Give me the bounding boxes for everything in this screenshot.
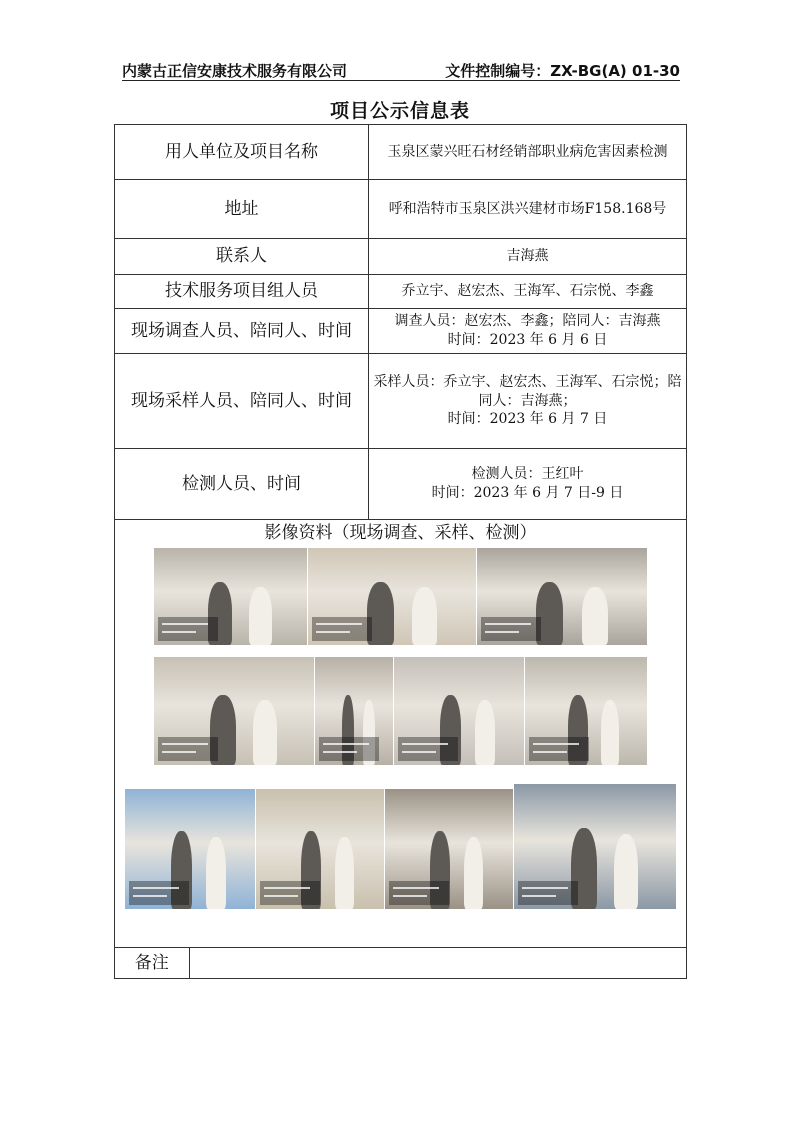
survey-photo-2 bbox=[308, 548, 476, 645]
photo-gallery bbox=[115, 546, 686, 946]
person-figure bbox=[253, 700, 277, 765]
table-row bbox=[115, 239, 687, 275]
image-section bbox=[115, 520, 687, 948]
sampling-photo-3 bbox=[394, 657, 524, 765]
unit-label: 用人单位及项目名称 bbox=[115, 125, 369, 180]
contact-value: 吉海燕 bbox=[369, 239, 687, 275]
contact-label: 联系人 bbox=[115, 239, 369, 275]
person-figure bbox=[206, 837, 226, 909]
watermark-stamp bbox=[518, 881, 578, 905]
watermark-stamp bbox=[129, 881, 189, 905]
watermark-stamp bbox=[319, 737, 379, 761]
testing-photo-1 bbox=[125, 789, 255, 909]
sampling-date: 时间：2023 年 6 月 7 日 bbox=[447, 411, 608, 428]
table-row bbox=[115, 520, 687, 948]
testing-photo-3 bbox=[385, 789, 513, 909]
person-figure bbox=[601, 700, 619, 765]
survey-staff: 调查人员：赵宏杰、李鑫；陪同人：吉海燕 bbox=[394, 313, 661, 330]
watermark-stamp bbox=[260, 881, 320, 905]
watermark-stamp bbox=[481, 617, 541, 641]
watermark-stamp bbox=[158, 617, 218, 641]
table-row bbox=[115, 180, 687, 239]
sampling-label: 现场采样人员、陪同人、时间 bbox=[115, 354, 369, 449]
survey-photo-1 bbox=[154, 548, 307, 645]
sampling-value bbox=[369, 354, 687, 449]
page-title: 项目公示信息表 bbox=[329, 100, 470, 122]
watermark-stamp bbox=[529, 737, 589, 761]
unit-value: 玉泉区蒙兴旺石材经销部职业病危害因素检测 bbox=[369, 125, 687, 180]
address-label: 地址 bbox=[115, 180, 369, 239]
survey-value bbox=[369, 309, 687, 354]
testing-photo-4 bbox=[514, 784, 676, 909]
table-row bbox=[115, 309, 687, 354]
page-header bbox=[122, 58, 680, 81]
sampling-photo-1 bbox=[154, 657, 314, 765]
sampling-photo-2 bbox=[315, 657, 393, 765]
person-figure bbox=[475, 700, 495, 765]
person-figure bbox=[464, 837, 483, 909]
person-figure bbox=[412, 587, 437, 645]
sampling-staff: 采样人员：乔立宇、赵宏杰、王海军、石宗悦；陪同人：吉海燕； bbox=[373, 373, 682, 409]
survey-photo-3 bbox=[477, 548, 647, 645]
watermark-stamp bbox=[398, 737, 458, 761]
table-row bbox=[115, 948, 687, 979]
watermark-stamp bbox=[389, 881, 449, 905]
remark-label: 备注 bbox=[115, 948, 189, 978]
testing-value bbox=[369, 449, 687, 520]
testing-staff: 检测人员：王红叶 bbox=[471, 466, 584, 483]
team-value: 乔立宇、赵宏杰、王海军、石宗悦、李鑫 bbox=[369, 275, 687, 309]
company-name: 内蒙古正信安康技术服务有限公司 bbox=[122, 62, 348, 80]
table-row bbox=[115, 275, 687, 309]
person-figure bbox=[582, 587, 608, 645]
person-figure bbox=[335, 837, 354, 909]
watermark-stamp bbox=[312, 617, 372, 641]
project-info-table bbox=[114, 124, 687, 979]
person-figure bbox=[249, 587, 272, 645]
survey-label: 现场调查人员、陪同人、时间 bbox=[115, 309, 369, 354]
document-control-number: 文件控制编号：ZX-BG(A) 01-30 bbox=[445, 62, 680, 80]
survey-date: 时间：2023 年 6 月 6 日 bbox=[447, 332, 608, 348]
person-figure bbox=[614, 834, 638, 909]
image-caption: 影像资料（现场调查、采样、检测） bbox=[264, 523, 537, 543]
table-row bbox=[115, 125, 687, 180]
table-row bbox=[115, 354, 687, 449]
testing-label: 检测人员、时间 bbox=[115, 449, 369, 520]
remark-value bbox=[189, 948, 686, 978]
address-value: 呼和浩特市玉泉区洪兴建材市场F158.168号 bbox=[369, 180, 687, 239]
sampling-photo-4 bbox=[525, 657, 647, 765]
team-label: 技术服务项目组人员 bbox=[115, 275, 369, 309]
testing-date: 时间：2023 年 6 月 7 日-9 日 bbox=[431, 485, 624, 501]
table-row bbox=[115, 449, 687, 520]
testing-photo-2 bbox=[256, 789, 384, 909]
watermark-stamp bbox=[158, 737, 218, 761]
